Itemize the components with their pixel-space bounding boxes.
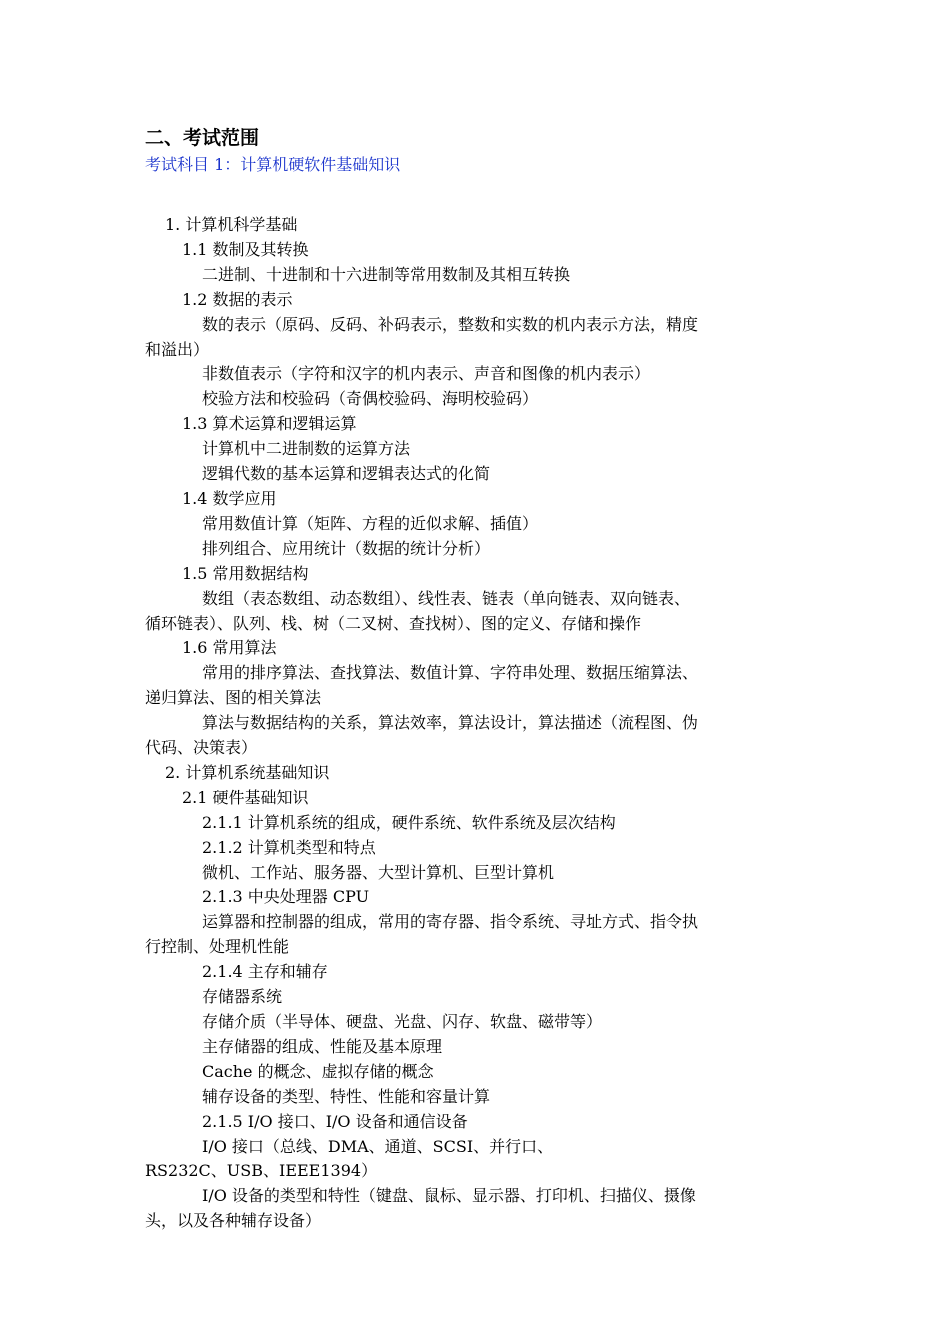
outline-line: 2.1 硬件基础知识 — [182, 787, 309, 807]
outline-line: 2.1.1 计算机系统的组成，硬件系统、软件系统及层次结构 — [202, 812, 616, 832]
outline-line: 非数值表示（字符和汉字的机内表示、声音和图像的机内表示） — [202, 364, 651, 384]
outline-line: 头，以及各种辅存设备） — [145, 1211, 322, 1231]
outline-line: 数组（表态数组、动态数组）、线性表、链表（单向链表、双向链表、 — [202, 588, 691, 608]
outline-line: 排列组合、应用统计（数据的统计分析） — [202, 538, 491, 558]
outline-line: 二进制、十进制和十六进制等常用数制及其相互转换 — [202, 264, 571, 284]
section-title: 二、考试范围 — [145, 127, 260, 149]
outline-line: 数的表示（原码、反码、补码表示，整数和实数的机内表示方法，精度 — [202, 314, 699, 334]
outline-line: 微机、工作站、服务器、大型计算机、巨型计算机 — [202, 862, 555, 882]
outline-line: 辅存设备的类型、特性、性能和容量计算 — [202, 1086, 491, 1106]
outline-line: Cache 的概念、虚拟存储的概念 — [202, 1061, 434, 1081]
outline-line: I/O 接口（总线、DMA、通道、SCSI、并行口、 — [202, 1136, 554, 1156]
outline-line: 1.4 数学应用 — [182, 488, 277, 508]
outline-line: 2.1.3 中央处理器 CPU — [202, 887, 370, 907]
outline-line: I/O 设备的类型和特性（键盘、鼠标、显示器、打印机、扫描仪、摄像 — [202, 1186, 696, 1206]
outline-line: RS232C、USB、IEEE1394） — [145, 1161, 378, 1181]
outline-line: 2.1.4 主存和辅存 — [202, 962, 328, 982]
outline-line: 常用数值计算（矩阵、方程的近似求解、插值） — [202, 513, 539, 533]
spacer — [145, 177, 800, 213]
subject-title: 考试科目 1：计算机硬软件基础知识 — [145, 155, 401, 174]
outline-line: 主存储器的组成、性能及基本原理 — [202, 1036, 443, 1056]
outline-line: 行控制、处理机性能 — [145, 937, 290, 957]
outline-line: 2.1.2 计算机类型和特点 — [202, 837, 376, 857]
outline-line: 1.3 算术运算和逻辑运算 — [182, 414, 357, 434]
outline-line: 1. 计算机科学基础 — [165, 215, 298, 234]
outline-line: 2.1.5 I/O 接口、I/O 设备和通信设备 — [202, 1111, 468, 1131]
outline-line: 运算器和控制器的组成，常用的寄存器、指令系统、寻址方式、指令执 — [202, 912, 699, 932]
outline-line: 代码、决策表） — [145, 738, 258, 758]
outline-line: 1.5 常用数据结构 — [182, 563, 309, 583]
outline-line: 常用的排序算法、查找算法、数值计算、字符串处理、数据压缩算法、 — [202, 663, 699, 683]
document-body — [145, 124, 800, 1234]
outline-line: 1.6 常用算法 — [182, 638, 277, 658]
outline-line: 1.2 数据的表示 — [182, 289, 293, 309]
outline-line: 循环链表）、队列、栈、树（二叉树、查找树）、图的定义、存储和操作 — [145, 613, 642, 633]
outline-line: 和溢出） — [145, 339, 210, 359]
outline-line: 算法与数据结构的关系，算法效率，算法设计，算法描述（流程图、伪 — [202, 713, 699, 733]
outline-line: 存储器系统 — [202, 987, 283, 1007]
outline-line: 2. 计算机系统基础知识 — [165, 762, 330, 782]
outline-line: 计算机中二进制数的运算方法 — [202, 439, 411, 459]
outline-line: 递归算法、图的相关算法 — [145, 688, 322, 708]
outline-line: 存储介质（半导体、硬盘、光盘、闪存、软盘、磁带等） — [202, 1012, 603, 1031]
syllabus-outline — [145, 213, 800, 1234]
outline-line: 逻辑代数的基本运算和逻辑表达式的化简 — [202, 464, 491, 484]
outline-line: 校验方法和校验码（奇偶校验码、海明校验码） — [202, 389, 539, 409]
outline-line: 1.1 数制及其转换 — [182, 239, 309, 259]
